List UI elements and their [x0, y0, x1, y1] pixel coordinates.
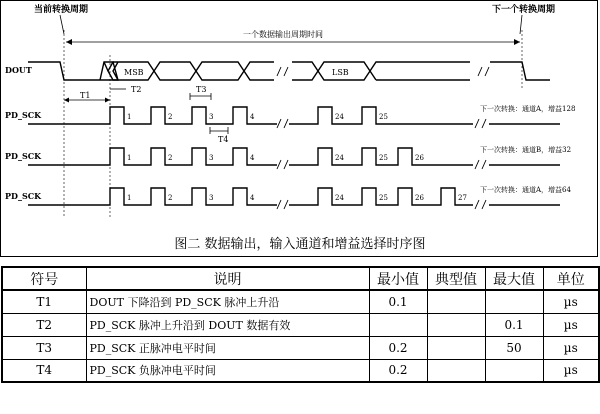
typical-cell	[427, 290, 485, 313]
min-cell: 0.2	[369, 359, 427, 382]
pulse-number: 25	[379, 194, 388, 202]
table-header-row	[2, 267, 599, 290]
pulse-number: 3	[209, 154, 214, 162]
description-cell: PD_SCK 正脉冲电平时间	[86, 336, 369, 359]
typical-cell	[427, 336, 485, 359]
pulse-number: 4	[250, 194, 255, 202]
pulse-number: 27	[458, 194, 467, 202]
msb-label: MSB	[124, 68, 144, 77]
break-mark	[475, 119, 486, 128]
break-mark	[277, 160, 288, 169]
pulse-number: 2	[168, 113, 173, 121]
dout-breaks	[277, 67, 489, 76]
period-arrow-left-head	[66, 39, 72, 45]
next-conversion-note: 下一次转换：通道A，增益128	[480, 105, 576, 113]
header-typical: 典型值	[427, 267, 485, 290]
unit-cell: µs	[543, 336, 599, 359]
pulse-number: 2	[168, 194, 173, 202]
pulse-number: 24	[335, 154, 344, 162]
pulse-number: 2	[168, 154, 173, 162]
break-mark	[277, 200, 288, 209]
typical-cell	[427, 313, 485, 336]
header-symbol: 符号	[2, 267, 86, 290]
unit-cell: µs	[543, 359, 599, 382]
t3-label: T3	[196, 85, 207, 94]
pulse-number: 26	[415, 154, 424, 162]
unit-cell: µs	[543, 290, 599, 313]
t2-label: T2	[131, 85, 142, 94]
min-cell: 0.1	[369, 290, 427, 313]
break-mark	[277, 119, 288, 128]
break-mark	[475, 200, 486, 209]
current-period-pointer	[60, 15, 64, 34]
table-row	[2, 336, 599, 359]
max-cell	[485, 359, 543, 382]
pulse-number: 1	[127, 194, 132, 202]
dout-waveform	[28, 62, 118, 80]
min-cell: 0.2	[369, 336, 427, 359]
pd-sck-label: PD_SCK	[5, 191, 42, 201]
max-cell	[485, 290, 543, 313]
dout-label: DOUT	[5, 65, 32, 75]
description-cell: PD_SCK 负脉冲电平时间	[86, 359, 369, 382]
period-arrow-right-head	[514, 39, 520, 45]
lsb-label: LSB	[332, 68, 349, 77]
break-mark	[475, 160, 486, 169]
pulse-number: 24	[335, 113, 344, 121]
t4-label: T4	[218, 135, 229, 144]
t3-arrow	[190, 93, 211, 100]
description-cell: DOUT 下降沿到 PD_SCK 脉冲上升沿	[86, 290, 369, 313]
current-period-label: 当前转换周期	[34, 5, 89, 15]
symbol-cell: T1	[2, 290, 86, 313]
header-description: 说明	[86, 267, 369, 290]
figure-caption: 图二 数据输出，输入通道和增益选择时序图	[174, 237, 426, 252]
pulse-number: 4	[250, 154, 255, 162]
pd-sck-label: PD_SCK	[5, 151, 42, 161]
dout-data-cells	[108, 62, 550, 80]
pulse-number: 26	[415, 194, 424, 202]
header-max: 最大值	[485, 267, 543, 290]
symbol-cell: T4	[2, 359, 86, 382]
pulse-number: 4	[250, 113, 255, 121]
timing-spec-table	[1, 266, 600, 383]
max-cell: 50	[485, 336, 543, 359]
header-min: 最小值	[369, 267, 427, 290]
pd-sck-label: PD_SCK	[5, 110, 42, 120]
pulse-number: 1	[127, 154, 132, 162]
table-row	[2, 359, 599, 382]
pulse-number: 24	[335, 194, 344, 202]
min-cell	[369, 313, 427, 336]
pulse-number: 3	[209, 113, 214, 121]
output-period-label: 一个数据输出周期时间	[243, 30, 323, 39]
table-row	[2, 290, 599, 313]
typical-cell	[427, 359, 485, 382]
symbol-cell: T3	[2, 336, 86, 359]
next-conversion-note: 下一次转换：通道B，增益32	[480, 146, 572, 154]
description-cell: PD_SCK 脉冲上升沿到 DOUT 数据有效	[86, 313, 369, 336]
t4-arrow	[210, 127, 228, 134]
pulse-number: 3	[209, 194, 214, 202]
pulse-number: 1	[127, 113, 132, 121]
pulse-number: 25	[379, 113, 388, 121]
max-cell: 0.1	[485, 313, 543, 336]
table-row	[2, 313, 599, 336]
next-period-label: 下一个转换周期	[492, 5, 556, 15]
header-unit: 单位	[543, 267, 599, 290]
unit-cell: µs	[543, 313, 599, 336]
t1-label: T1	[80, 91, 91, 100]
next-conversion-note: 下一次转换：通道A，增益64	[480, 186, 571, 194]
symbol-cell: T2	[2, 313, 86, 336]
sck-rows	[5, 104, 575, 209]
pulse-number: 25	[379, 154, 388, 162]
